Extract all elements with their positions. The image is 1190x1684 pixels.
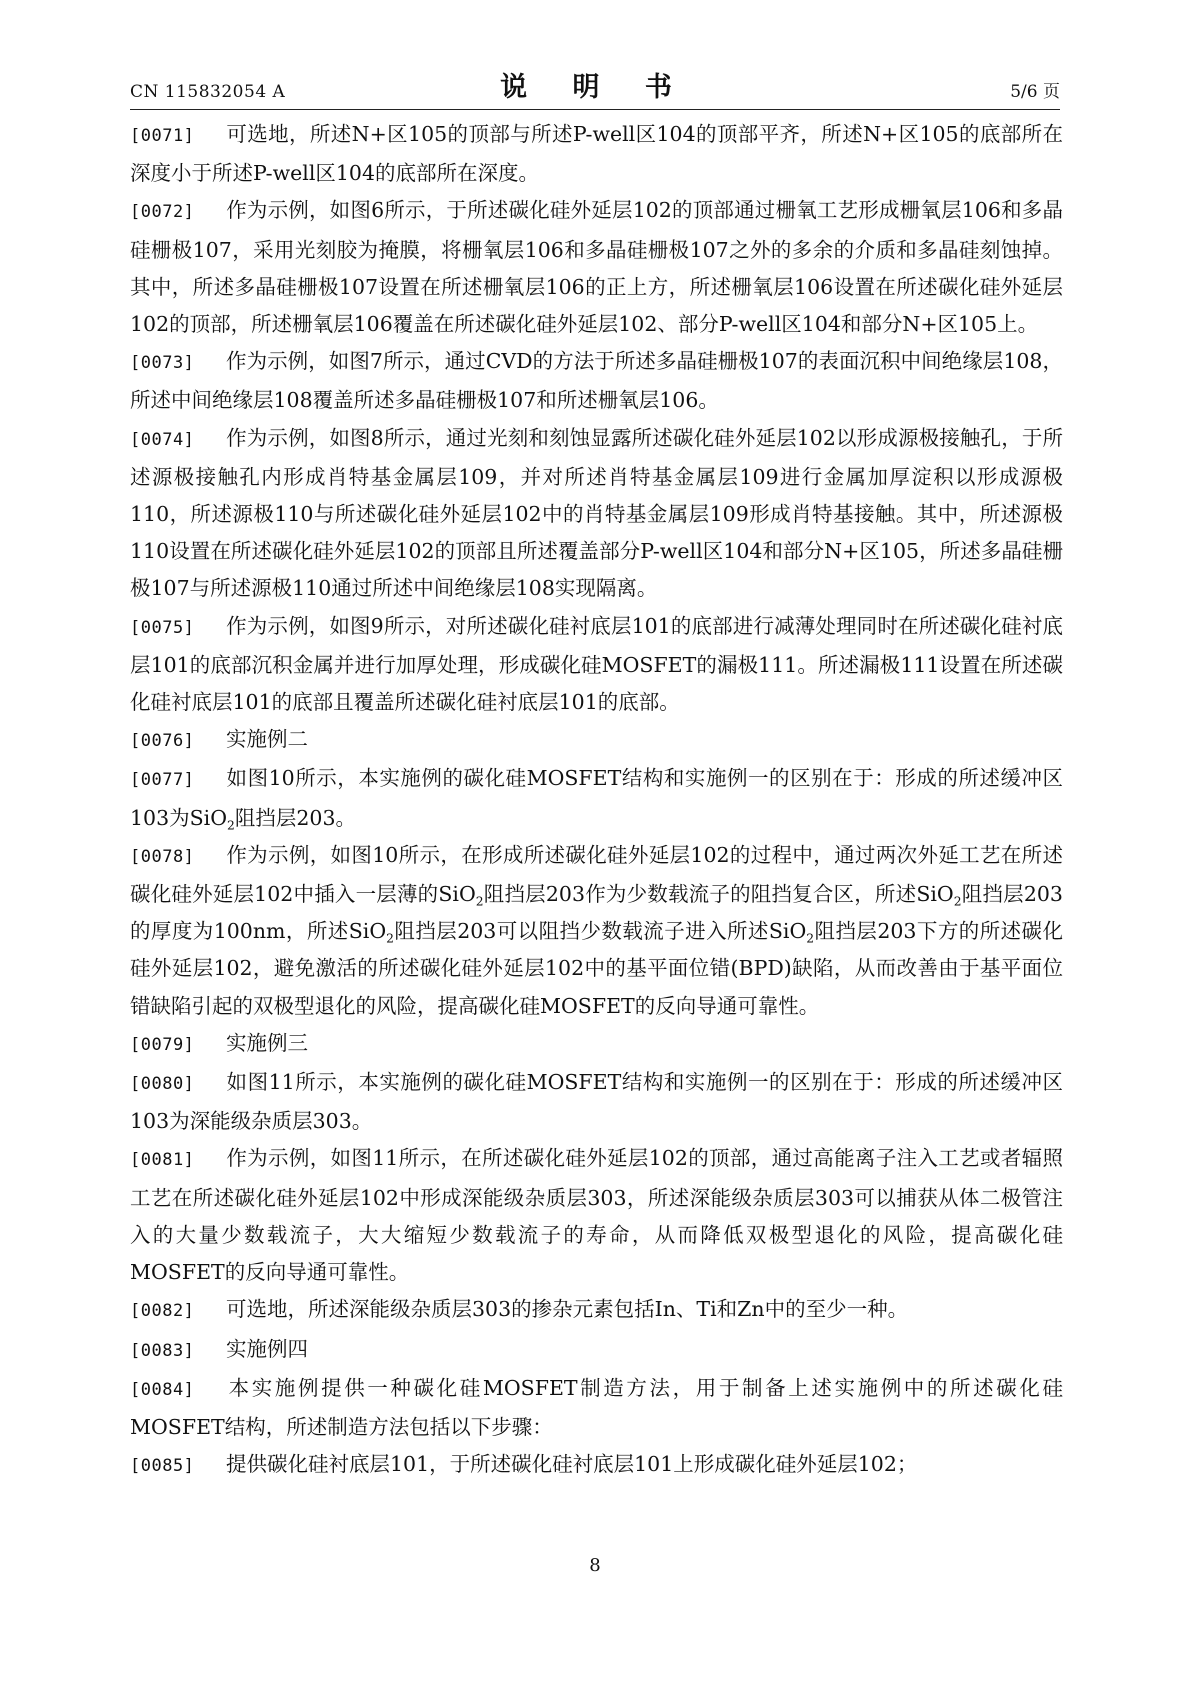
subscript: 2 [475,894,484,909]
paragraph [130,1025,1063,1064]
paragraph-text: 作为示例，如图9所示，对所述碳化硅衬底层101的底部进行减薄处理同时在所述碳化硅衬底层101的底部沉积金属并进行加厚处理，形成碳化硅MOSFET的漏极111。所述漏极111设置在所述碳化硅衬底层101的底部且覆盖所述碳化硅衬底层101的底部。 [130,613,1063,715]
paragraph [130,837,1063,1025]
subscript: 2 [953,894,962,909]
paragraph-text: 作为示例，如图6所示，于所述碳化硅外延层102的顶部通过栅氧工艺形成栅氧层106和多晶硅栅极107，采用光刻胶为掩膜，将栅氧层106和多晶硅栅极107之外的多余的介质和多晶硅刻蚀掉。其中，所述多晶硅栅极107设置在所述栅氧层106的正上方，所述栅氧层106设置在所述碳化硅外延层102的顶部，所述栅氧层106覆盖在所述碳化硅外延层102、部分P-well区104和部分N+区105上。 [130,198,1063,337]
paragraph-text: 作为示例，如图10所示，在形成所述碳化硅外延层102的过程中，通过两次外延工艺在所述碳化硅外延层102中插入一层薄的SiO [130,842,1063,907]
paragraph [130,721,1063,760]
paragraph [130,1140,1063,1291]
paragraph [130,1291,1063,1330]
paragraph-text: 作为示例，如图11所示，在所述碳化硅外延层102的顶部，通过高能离子注入工艺或者辐照工艺在所述碳化硅外延层102中形成深能级杂质层303，所述深能级杂质层303可以捕获从体二极管注入的大量少数载流子，大大缩短少数载流子的寿命，从而降低双极型退化的风险，提高碳化硅MOSFET的反向导通可靠性。 [130,1146,1063,1285]
document-body [130,116,1063,1485]
paragraph-text: 提供碳化硅衬底层101，于所述碳化硅衬底层101上形成碳化硅外延层102； [226,1452,918,1477]
paragraph-number: [0082] [130,1301,195,1322]
paragraph-number: [0081] [130,1150,195,1171]
paragraph-text: 可选地，所述N+区105的顶部与所述P-well区104的顶部平齐，所述N+区105的底部所在深度小于所述P-well区104的底部所在深度。 [130,122,1063,186]
paragraph-text: 实施例二 [226,727,308,752]
paragraph-text: 作为示例，如图7所示，通过CVD的方法于所述多晶硅栅极107的表面沉积中间绝缘层108，所述中间绝缘层108覆盖所述多晶硅栅极107和所述栅氧层106。 [130,349,1063,413]
paragraph-number: [0084] [130,1379,195,1400]
paragraph-text: 如图11所示，本实施例的碳化硅MOSFET结构和实施例一的区别在于：形成的所述缓冲区103为深能级杂质层303。 [130,1070,1063,1134]
paragraph-text: 作为示例，如图8所示，通过光刻和刻蚀显露所述碳化硅外延层102以形成源极接触孔，于所述源极接触孔内形成肖特基金属层109，并对所述肖特基金属层109进行金属加厚淀积以形成源极110，所述源极110与所述碳化硅外延层102中的肖特基金属层109形成肖特基接触。其中，所述源极110设置在所述碳化硅外延层102的顶部且所述覆盖部分P-well区104和部分N+区105，所述多晶硅栅极107与所述源极110通过所述中间绝缘层108实现隔离。 [130,425,1063,601]
paragraph [130,1446,1063,1485]
subscript: 2 [227,817,235,832]
paragraph-number: [0078] [130,846,195,867]
page-indicator: 5/6 页 [1010,82,1060,102]
paragraph-number: [0080] [130,1074,195,1095]
page-header [130,70,1060,108]
paragraph-text: 阻挡层203的厚度为100nm，所述SiO [130,882,1063,944]
document-number: CN 115832054 A [130,82,286,102]
paragraph [130,760,1063,836]
paragraph [130,1064,1063,1140]
paragraph [130,608,1063,722]
page-number: 8 [589,1555,601,1576]
paragraph-text: 实施例四 [226,1336,308,1361]
paragraph-text: 本实施例提供一种碳化硅MOSFET制造方法，用于制备上述实施例中的所述碳化硅MOSFET结构，所述制造方法包括以下步骤： [130,1375,1063,1439]
subscript: 2 [806,931,815,946]
paragraph [130,192,1063,343]
paragraph-number: [0074] [130,429,195,450]
paragraph-text: 如图10所示，本实施例的碳化硅MOSFET结构和实施例一的区别在于：形成的所述缓冲区103为SiO [130,766,1063,830]
paragraph [130,420,1063,608]
paragraph-text: 阻挡层203。 [234,805,357,830]
paragraph-number: [0072] [130,202,195,223]
paragraph-number: [0071] [130,126,195,146]
paragraph-number: [0085] [130,1456,195,1477]
subscript: 2 [386,931,394,946]
paragraph-text: 阻挡层203作为少数载流子的阻挡复合区，所述SiO [483,882,954,907]
paragraph-number: [0073] [130,353,195,374]
document-title: 说 明 书 [500,72,690,103]
paragraph [130,1370,1063,1446]
paragraph-text: 阻挡层203可以阻挡少数载流子进入所述SiO [393,919,807,944]
header-divider [130,109,1060,110]
paragraph [130,1331,1063,1370]
paragraph-number: [0075] [130,617,195,638]
paragraph [130,116,1063,192]
paragraph-text: 可选地，所述深能级杂质层303的掺杂元素包括In、Ti和Zn中的至少一种。 [226,1297,909,1322]
paragraph-text: 阻挡层203下方的所述碳化硅外延层102，避免激活的所述碳化硅外延层102中的基平面位错(BPD)缺陷，从而改善由于基平面位错缺陷引起的双极型退化的风险，提高碳化硅MOSFET的反向导通可靠性。 [130,919,1063,1018]
paragraph-text: 实施例三 [226,1030,308,1055]
paragraph-number: [0076] [130,731,195,752]
paragraph-number: [0083] [130,1340,195,1361]
paragraph-number: [0079] [130,1034,195,1055]
paragraph-number: [0077] [130,770,195,791]
paragraph [130,343,1063,419]
